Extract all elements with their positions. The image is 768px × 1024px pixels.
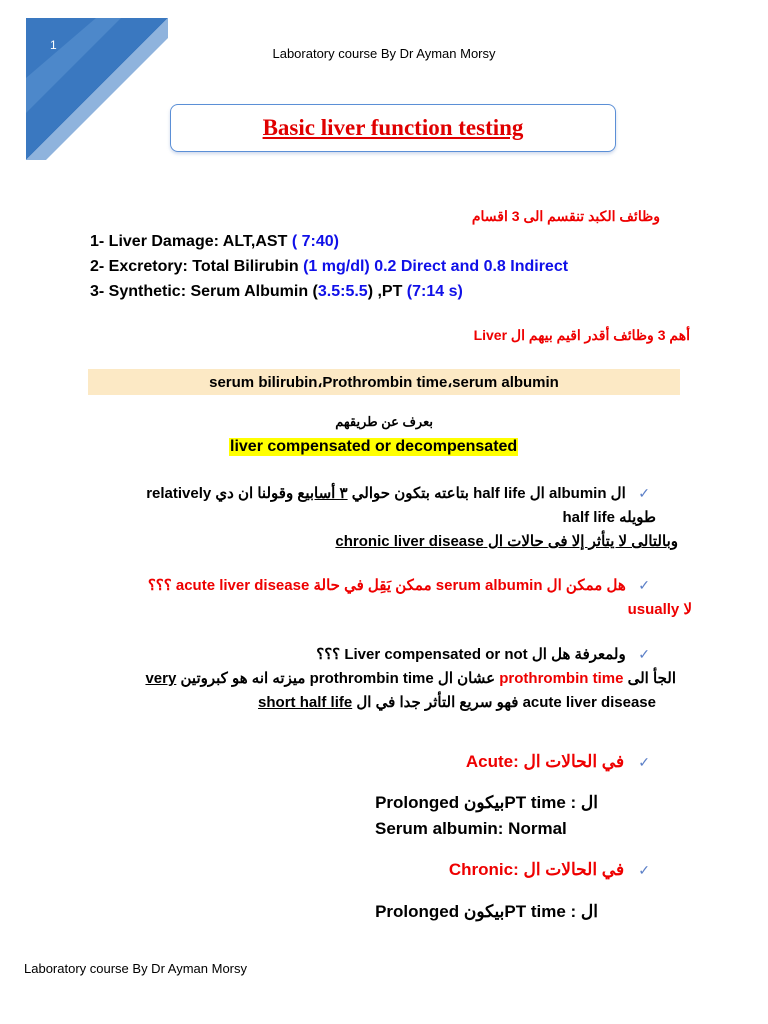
item1-value: ( 7:40) <box>291 233 339 250</box>
acute-heading <box>466 752 650 772</box>
item2-label: 2- Excretory: Total Bilirubin <box>90 258 304 275</box>
bullet1-line1 <box>146 484 650 502</box>
corner-decoration <box>26 18 168 160</box>
chronic-line1: ال : PT timeبيكون Prolonged <box>375 902 598 921</box>
item3-pt-label: ) ,PT <box>367 283 407 300</box>
bullet3-red-term: prothrombin time <box>499 670 624 687</box>
bullet1-text-b: وقولنا ان دي relatively <box>146 485 298 502</box>
item3-albumin-range: 3.5:5.5 <box>317 283 368 300</box>
chronic-heading-text: في الحالات ال :Chronic <box>448 860 625 879</box>
item3-pt-range: (7:14 s) <box>406 283 463 300</box>
item1-label: 1- Liver Damage: ALT,AST <box>90 233 292 250</box>
bullet3-short-half-life: short half life <box>258 694 353 711</box>
page-footer: Laboratory course By Dr Ayman Morsy <box>24 961 248 976</box>
bullet3-line2 <box>145 669 676 687</box>
acute-line2: Serum albumin: Normal <box>375 819 567 838</box>
list-item-synthetic <box>90 283 463 301</box>
section1-heading: وظائف الكبد تنقسم الى 3 اقسام <box>471 208 660 224</box>
bullet3-text-c: فهو سريع التأثر جدا في ال acute liver disease <box>356 694 656 711</box>
compensated-highlight: liver compensated or decompensated <box>230 438 518 455</box>
item2-value: (1 mg/dl) 0.2 Direct and 0.8 Indirect <box>303 258 569 275</box>
bullet1-underlined: ٣ أسابيع <box>297 485 348 502</box>
bullet1-text-a: ال albumin ال half life بتاعته بتكون حوالي <box>347 485 626 502</box>
bullet2-line2: usually لا <box>627 601 692 618</box>
list-item-liver-damage <box>90 233 339 251</box>
page-header: Laboratory course By Dr Ayman Morsy <box>272 46 496 61</box>
bullet3-very: very <box>145 670 177 687</box>
check-icon: ✓ <box>638 646 650 662</box>
section2-heading: أهم 3 وظائف أقدر اقيم بيهم ال Liver <box>473 327 690 343</box>
bullet1-line3: وبالتالى لا يتأثر إلا فى حالات ال chronic liver disease <box>335 533 678 550</box>
bullet3-text-b: عشان ال prothrombin time ميزته انه هو كبروتين <box>176 670 500 687</box>
list-item-excretory <box>90 258 568 276</box>
chronic-heading <box>449 860 650 880</box>
bullet3-text: ولمعرفة هل ال Liver compensated or not ؟؟؟ <box>316 646 626 663</box>
section2-subheading: بعرف عن طريقهم <box>335 414 433 429</box>
bullet3-line1 <box>316 645 650 663</box>
bullet3-line3 <box>258 693 656 711</box>
tests-banner <box>88 369 680 395</box>
acute-heading-text: في الحالات ال :Acute <box>465 752 625 771</box>
item3-label: 3- Synthetic: Serum Albumin ( <box>90 283 318 300</box>
check-icon: ✓ <box>638 577 650 593</box>
check-icon: ✓ <box>638 754 650 770</box>
page-title: Basic liver function testing <box>262 115 524 140</box>
title-box <box>170 104 616 152</box>
page-number: 1 <box>50 38 57 52</box>
bullet3-text-a: الجأ الى <box>623 670 676 687</box>
bullet2-text: هل ممكن ال serum albumin ممكن يَقِل في حالة acute liver disease ؟؟؟ <box>147 577 626 594</box>
check-icon: ✓ <box>638 862 650 878</box>
acute-line1: ال : PT timeبيكون Prolonged <box>375 793 598 812</box>
check-icon: ✓ <box>638 485 650 501</box>
tests-banner-text: serum bilirubin،Prothrombin time،serum albumin <box>209 374 559 391</box>
bullet1-line2: half life طويله <box>562 509 656 526</box>
bullet2-line1 <box>148 576 650 594</box>
